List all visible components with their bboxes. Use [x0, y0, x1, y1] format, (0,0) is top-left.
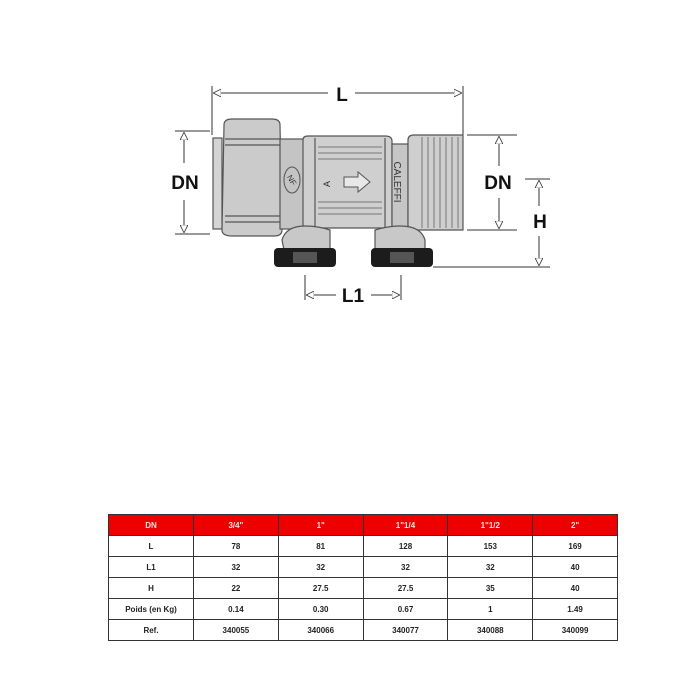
table-cell: 78: [194, 536, 279, 557]
dimension-dn-left: [171, 131, 210, 234]
table-cell: 40: [533, 557, 618, 578]
table-cell: 0.14: [194, 599, 279, 620]
table-cell: 0.30: [278, 599, 363, 620]
row-label: Ref.: [109, 620, 194, 641]
table-row-l: [109, 536, 618, 557]
dimension-dn-right: [467, 135, 517, 230]
table-cell: 22: [194, 578, 279, 599]
table-row-h: [109, 578, 618, 599]
header-cell: 3/4": [194, 515, 279, 536]
table-cell: 340099: [533, 620, 618, 641]
table-row-weight: [109, 599, 618, 620]
dimension-label-dn-right: DN: [484, 173, 512, 194]
row-label: Poids (en Kg): [109, 599, 194, 620]
table-cell: 32: [278, 557, 363, 578]
table-cell: 169: [533, 536, 618, 557]
dimension-label-l1: L1: [341, 286, 365, 307]
table-cell: 340055: [194, 620, 279, 641]
valve-body: [213, 119, 463, 250]
row-label: L1: [109, 557, 194, 578]
svg-text:NF: NF: [285, 173, 299, 188]
table-cell: 1: [448, 599, 533, 620]
table-cell: 1.49: [533, 599, 618, 620]
row-label: H: [109, 578, 194, 599]
table-cell: 128: [363, 536, 448, 557]
table-cell: 32: [448, 557, 533, 578]
table-cell: 0.67: [363, 599, 448, 620]
table-cell: 340088: [448, 620, 533, 641]
table-cell: 27.5: [278, 578, 363, 599]
table-cell: 32: [363, 557, 448, 578]
dimension-label-h: H: [533, 212, 547, 233]
table-cell: 81: [278, 536, 363, 557]
flow-mark-label: A: [322, 180, 332, 188]
table-cell: 35: [448, 578, 533, 599]
dimension-label-l: L: [336, 85, 348, 106]
row-label: L: [109, 536, 194, 557]
valve-dimension-diagram: [0, 0, 700, 340]
brand-mark: CALEFFI: [391, 161, 402, 203]
port-cap-right: [371, 248, 433, 267]
table-cell: 32: [194, 557, 279, 578]
table-cell: 27.5: [363, 578, 448, 599]
table-row-ref: [109, 620, 618, 641]
table-row-l1: [109, 557, 618, 578]
dimension-l1: [305, 275, 401, 307]
header-cell-dn: DN: [109, 515, 194, 536]
header-cell: 1"1/2: [448, 515, 533, 536]
table-cell: 340066: [278, 620, 363, 641]
header-cell: 1": [278, 515, 363, 536]
table-cell: 340077: [363, 620, 448, 641]
dimension-label-dn-left: DN: [171, 173, 199, 194]
table-header-row: [109, 515, 618, 536]
table-cell: 40: [533, 578, 618, 599]
header-cell: 1"1/4: [363, 515, 448, 536]
header-cell: 2": [533, 515, 618, 536]
dimensions-table: [108, 514, 618, 641]
table-cell: 153: [448, 536, 533, 557]
port-cap-left: [274, 248, 336, 267]
